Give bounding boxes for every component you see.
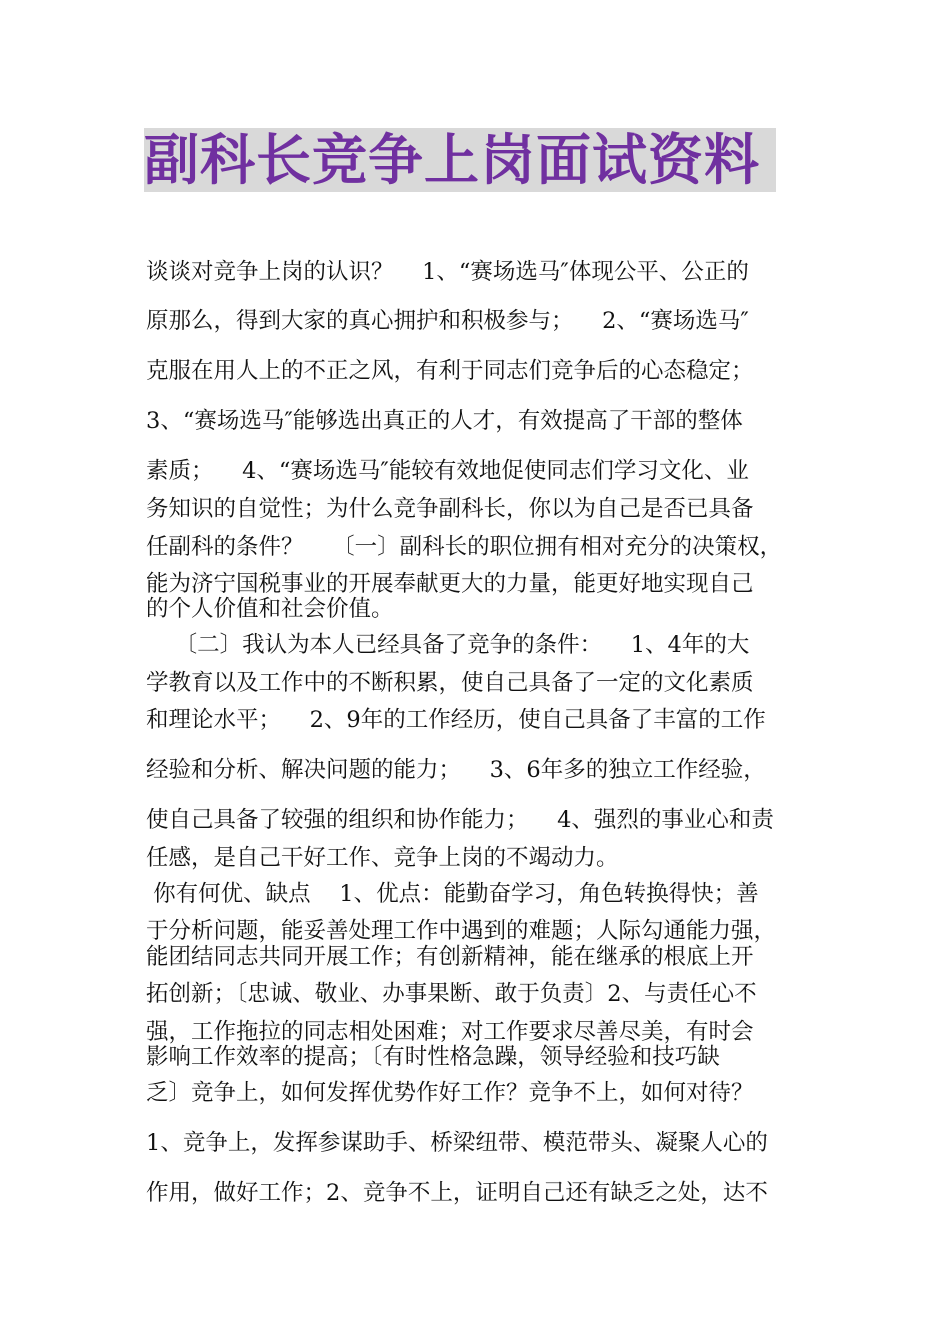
body-line: 〔二〕我认为本人已经具备了竞争的条件： 1、4年的大 xyxy=(146,632,750,658)
body-line: 影响工作效率的提高；〔有时性格急躁，领导经验和技巧缺 xyxy=(146,1044,720,1070)
body-line: 克服在用人上的不正之风，有利于同志们竞争后的心态稳定； xyxy=(146,358,754,384)
body-line: 于分析问题，能妥善处理工作中遇到的难题；人际勾通能力强， xyxy=(146,918,777,944)
body-line: 原那么，得到大家的真心拥护和积极参与； 2、“赛场选马″ xyxy=(146,308,749,334)
body-line: 拓创新；〔忠诚、敬业、办事果断、敢于负责〕2、与责任心不 xyxy=(146,981,757,1007)
body-line: 3、“赛场选马″能够选出真正的人才，有效提高了干部的整体 xyxy=(146,408,743,434)
body-line: 务知识的自觉性；为什么竞争副科长，你以为自己是否已具备 xyxy=(146,496,754,522)
body-line: 任感，是自己干好工作、竞争上岗的不竭动力。 xyxy=(146,845,619,871)
body-line: 使自己具备了较强的组织和协作能力； 4、强烈的事业心和责 xyxy=(146,807,774,833)
body-line: 素质； 4、“赛场选马″能较有效地促使同志们学习文化、业 xyxy=(146,458,749,484)
body-line: 强，工作拖拉的同志相处困难；对工作要求尽善尽美，有时会 xyxy=(146,1019,754,1045)
body-line: 1、竞争上，发挥参谋助手、桥梁纽带、模范带头、凝聚人心的 xyxy=(146,1130,768,1156)
body-line: 能为济宁国税事业的开展奉献更大的力量，能更好地实现自己 xyxy=(146,571,754,597)
body-line: 你有何优、缺点 1、优点：能勤奋学习，角色转换得快；善 xyxy=(146,881,759,907)
body-line: 学教育以及工作中的不断积累，使自己具备了一定的文化素质 xyxy=(146,670,754,696)
body-line: 能团结同志共同开展工作；有创新精神，能在继承的根底上开 xyxy=(146,944,754,970)
body-line: 经验和分析、解决问题的能力； 3、6年多的独立工作经验， xyxy=(146,757,766,783)
document-title: 副科长竞争上岗面试资料 xyxy=(144,128,761,192)
body-line: 谈谈对竞争上岗的认识？ 1、“赛场选马″体现公平、公正的 xyxy=(146,259,749,285)
body-line: 乏〕竞争上，如何发挥优势作好工作？竞争不上，如何对待？ xyxy=(146,1080,754,1106)
body-line: 作用，做好工作；2、竞争不上，证明自己还有缺乏之处，达不 xyxy=(146,1180,768,1206)
body-line: 任副科的条件？ 〔一〕副科长的职位拥有相对充分的决策权， xyxy=(146,534,783,560)
body-line: 的个人价值和社会价值。 xyxy=(146,596,394,622)
body-line: 和理论水平； 2、9年的工作经历，使自己具备了丰富的工作 xyxy=(146,707,766,733)
